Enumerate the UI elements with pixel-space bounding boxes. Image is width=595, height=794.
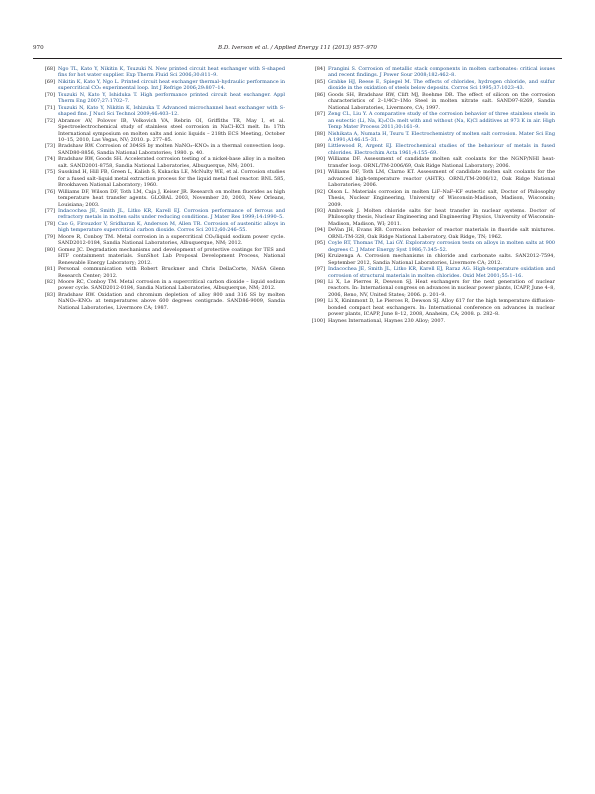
reference-link[interactable]: Cao G, Firouzdor V, Sridharan K, Anderson M, Allen TR. Corrosion of austenitic alloys in high temperature supercritical carbon dioxide. Corros Sci 2012;60:246–55.	[58, 220, 285, 234]
reference-number: [71]	[44, 104, 55, 111]
reference-number: [91]	[314, 169, 325, 176]
reference-entry	[303, 189, 555, 208]
reference-number: [72]	[44, 117, 55, 124]
reference-text: Li X, Le Pierres R, Dewson SJ. Heat exchangers for the next generation of nuclear reactors. In: International congress on advances in nuclear power plants, ICAPP, June 4–8, 2006, Reno, NV, United States; 2006. p. 201–9.	[328, 278, 555, 298]
reference-number: [79]	[44, 233, 55, 240]
reference-number: [89]	[314, 143, 325, 150]
reference-entry	[33, 221, 285, 234]
reference-entry	[303, 298, 555, 317]
reference-entry	[303, 111, 555, 130]
reference-number: [77]	[44, 207, 55, 214]
reference-number: [86]	[314, 91, 325, 98]
reference-entry	[303, 266, 555, 279]
reference-entry	[303, 253, 555, 266]
reference-number: [88]	[314, 130, 325, 137]
reference-entry	[33, 156, 285, 169]
reference-entry	[303, 227, 555, 240]
reference-link[interactable]: Nishikata A, Numata H, Tsuru T. Electrochemistry of molten salt corrosion. Mater Sci Eng A 1991;A146:15–31.	[328, 130, 555, 143]
reference-text: Williams DF, Toth LM, Clarno KT. Assessment of candidate molten salt coolants for the advanced high-temperature reactor (AHTR). ORNL/TM-2006/12, Oak Ridge National Laboratories; 2006.	[328, 169, 555, 189]
reference-text: Bradshaw RW. Corrosion of 304SS by molten NaNO₃–KNO₃ in a thermal convection loop. SAND80-8856, Sandia National Laboratories; 1980. p. 40.	[58, 143, 285, 156]
reference-text: Li X, Kininmont D, Le Pierces R, Dewson SJ. Alloy 617 for the high temperature diffusion-bonded compact heat exchangers. In: International conference on advances in nuclear power plants, ICAPP, June 8–12, 2008, Anaheim, CA; 2008. p. 282–8.	[328, 298, 555, 318]
reference-number: [83]	[44, 291, 55, 298]
reference-link[interactable]: Littlewood R, Argent EJ. Electrochemical studies of the behaviour of metals in fused chlorides. Electrochim Acta 1961;4:155–69.	[328, 143, 555, 156]
reference-number: [78]	[44, 220, 55, 227]
reference-number: [84]	[314, 66, 325, 72]
reference-number: [94]	[314, 227, 325, 234]
reference-entry	[303, 318, 555, 324]
reference-entry	[303, 156, 555, 169]
reference-entry	[303, 66, 555, 79]
reference-entry	[303, 240, 555, 253]
reference-link[interactable]: Ngo TL, Kato Y, Nikitin K, Tsuzuki N. New printed circuit heat exchanger with S-shaped fins for hot water supplier. Exp Therm Fluid Sci 2006;30:811–9.	[58, 66, 285, 79]
reference-number: [80]	[44, 246, 55, 253]
reference-link[interactable]: Coyle RT, Thomas TM, Lai GY. Exploratory corrosion tests on alloys in molten salts at 900 degrees C. J Mater Energy Syst 1986;7:345–52.	[328, 240, 555, 253]
references-column-right	[303, 66, 555, 324]
reference-text: Haynes International, Haynes 230 Alloy; 2007.	[328, 317, 446, 324]
reference-entry	[303, 169, 555, 188]
reference-number: [92]	[314, 188, 325, 195]
reference-number: [85]	[314, 78, 325, 85]
reference-entry	[33, 169, 285, 188]
reference-entry	[303, 143, 555, 156]
reference-text: Personal communication with Robert Bruckner and Chris DellaCorte, NASA Glenn Research Center; 2012.	[58, 266, 285, 279]
reference-number: [87]	[314, 111, 325, 118]
reference-entry	[303, 131, 555, 144]
reference-text: Moore RC, Conboy TM. Metal corrosion in a supercritical carbon dioxide – liquid sodium power cycle. SAND2012-0184, Sandia National Laboratories, Albuquerque, NM; 2012.	[58, 278, 285, 292]
reference-entry	[33, 189, 285, 208]
reference-number: [74]	[44, 156, 55, 163]
references-column-left	[33, 66, 285, 311]
reference-number: [100]	[311, 317, 325, 324]
reference-entry	[33, 266, 285, 279]
reference-entry	[33, 143, 285, 156]
reference-number: [73]	[44, 143, 55, 150]
reference-number: [75]	[44, 169, 55, 176]
reference-number: [95]	[314, 240, 325, 247]
reference-entry	[33, 92, 285, 105]
reference-entry	[303, 79, 555, 92]
reference-number: [97]	[314, 266, 325, 273]
reference-link[interactable]: Frangini S. Corrosion of metallic stack components in molten carbonates: critical issues and recent findings. J Power Sour 2008;182:462–8.	[328, 66, 555, 79]
reference-entry	[303, 92, 555, 111]
reference-text: Kruizenga A. Corrosion mechanisms in chloride and carbonate salts. SAN2012-7594, September 2012, Sandia National Laboratories, Livermore CA; 2012.	[328, 253, 555, 266]
reference-entry	[33, 208, 285, 221]
reference-text: Gomez JC. Degradation mechanisms and development of protective coatings for TES and HTF containment materials. SunShot Lab Proposal Development Process, National Renewable Energy Laboratory; 2012.	[58, 246, 285, 266]
reference-number: [70]	[44, 91, 55, 98]
reference-entry	[33, 279, 285, 292]
reference-entry	[303, 279, 555, 298]
reference-text: Williams DF. Assessment of candidate molten salt coolants for the NGNP/NHI heat-transfer loop. ORNL/TM-2006/69, Oak Ridge National Laboratory; 2006.	[328, 156, 555, 169]
reference-number: [68]	[44, 66, 55, 72]
reference-text: Abramov AV, Polovov IB, Volkovich VA, Rebrin OI, Griffiths TR, May I, et al. Spectroelectrochemical study of stainless steel corrosion in NaCl–KCl melt. In: 17th International symposium on molten salts and ionic liquids – 218th ECS Meeting, October 10–15, 2010, Las Vegas, NV; 2010. p. 277–85.	[58, 117, 285, 143]
reference-text: Olson L. Materials corrosion in molten LiF–NaF–KF eutectic salt, Doctor of Philosophy Thesis, Nuclear Engineering, University of Wisconsin-Madison, Madison, Wisconsin; 2009.	[328, 188, 555, 208]
reference-text: Williams DF, Wilson DF, Toth LM, Caja J, Keiser JR. Research on molten fluorides as high temperature heat transfer agents. GLOBAL 2003, November 20, 2003, New Orleans, Louisiana; 2003.	[58, 188, 285, 208]
reference-link[interactable]: Tsuzuki N, Kato Y, Ishiduka T. High performance printed circuit heat exchanger. Appl Therm Eng 2007;27:1702–7.	[58, 91, 285, 105]
reference-link[interactable]: Zeng CL, Liu Y. A comparative study of the corrosion behavior of three stainless steels in an eutectic (Li, Na, K)₂CO₃ melt with and without (Na, K)Cl additives at 973 K in air. High Temp Mater Process 2011;30:161–9.	[328, 111, 555, 131]
page-number: 970	[33, 45, 44, 51]
reference-link[interactable]: Nikitin K, Kato Y, Ngo L. Printed circuit heat exchanger thermal–hydraulic performance in supercritical CO₂ experimental loop. Int J Refrige 2006;29:807–14.	[58, 78, 285, 92]
reference-number: [90]	[314, 156, 325, 163]
reference-entry	[33, 66, 285, 79]
reference-entry	[33, 105, 285, 118]
reference-number: [96]	[314, 253, 325, 260]
reference-number: [69]	[44, 78, 55, 85]
reference-link[interactable]: Indacochea JE, Smith JL, Litko KR, Karell EJ. Corrosion performance of ferrous and refractory metals in molten salts under reducing conditions. J Mater Res 1999;14:1990–5.	[58, 207, 285, 221]
reference-text: Bradshaw RW. Oxidation and chromium depletion of alloy 800 and 316 SS by molten NaNO₃–KNO₃ at temperatures above 600 degrees centigrade. SAND86-9009, Sandia National Laboratories, Livermore CA; 1987.	[58, 291, 285, 311]
reference-entry	[33, 79, 285, 92]
reference-text: Bradshaw RW, Goods SH. Accelerated corrosion testing of a nickel-base alloy in a molten salt. SAND2001-8758, Sandia National Laboratories, Albuquerque, NM; 2001.	[58, 156, 285, 169]
journal-citation: B.D. Iverson et al. / Applied Energy 111 (2013) 957–970	[217, 45, 377, 51]
reference-text: DeVan JH, Evans RB. Corrosion behavior of reactor materials in fluoride salt mixtures. ORNL-TM-328, Oak Ridge National Laboratory, Oak Ridge, TN; 1962.	[328, 227, 555, 240]
running-header	[33, 45, 562, 57]
reference-link[interactable]: Grabke HJ, Reese E, Spiegel M. The effects of chlorides, hydrogen chloride, and sulfur dioxide in the oxidation of steels below deposits. Corros Sci 1995;37:1023–43.	[328, 78, 555, 92]
reference-entry	[33, 234, 285, 247]
reference-number: [76]	[44, 188, 55, 195]
reference-link[interactable]: Indacochea JE, Smith JL, Litko KR, Karell EJ, Raraz AG. High-temperature oxidation and corrosion of structural materials in molten chlorides. Oxid Met 2001;55:1–16.	[328, 266, 555, 279]
reference-entry	[303, 208, 555, 227]
reference-text: Susskind H, Hill FB, Green L, Kalish S, Kukacka LE, McNulty WE, et al. Corrosion studies for a fused salt–liquid metal extraction process for the liquid metal fuel reactor. BNL 585, Brookhaven National Laboratory; 1960.	[58, 169, 285, 189]
reference-number: [93]	[314, 207, 325, 214]
reference-entry	[33, 118, 285, 144]
reference-number: [98]	[314, 278, 325, 285]
reference-number: [82]	[44, 278, 55, 285]
reference-number: [81]	[44, 266, 55, 273]
reference-text: Moore R, Conboy TM. Metal corrosion in a supercritical CO₂/liquid sodium power cycle. SAND2012-0184, Sandia National Laboratories, Albuquerque, NM; 2012.	[58, 233, 285, 247]
reference-entry	[33, 292, 285, 311]
reference-number: [99]	[314, 298, 325, 305]
reference-text: Ambrosek J. Molten chloride salts for heat transfer in nuclear systems. Doctor of Philosophy thesis, Nuclear Engineering and Engineering Physics, University of Wisconsin-Madison, Madison, WI; 2011.	[328, 207, 555, 227]
reference-entry	[33, 247, 285, 266]
header-rule	[33, 58, 562, 59]
reference-link[interactable]: Tsuzuki N, Kato Y, Nikitin K, Ishizuka T. Advanced microchannel heat exchanger with S-shaped fins. J Nucl Sci Technol 2009;46:403–12.	[58, 104, 285, 118]
reference-text: Goods SH, Bradshaw RW, Clift MJ, Boehme DR. The effect of silicon on the corrosion characteristics of 2–1/4Cr–1Mo Steel in molten nitrate salt. SAND97-8269, Sandia National Laboratories, Livermore, CA; 1997.	[328, 91, 555, 111]
